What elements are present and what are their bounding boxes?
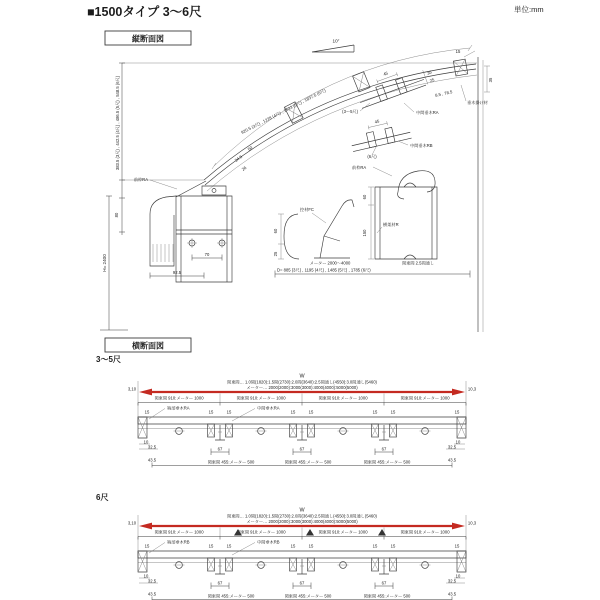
arc-length-dim: 920.5 (3尺) , 1228 (4尺) , 1533 (5尺) , 1837.5 (6尺) (240, 87, 327, 135)
cap-bolt (212, 189, 216, 193)
gutter-hatch (153, 244, 173, 262)
leader-line (232, 543, 255, 556)
front-frame-label: 前枠RA (133, 177, 148, 182)
leader-line (404, 103, 414, 112)
cross-section-6 (128, 508, 477, 600)
beam-profile (375, 183, 437, 259)
dim-25: 25 (428, 77, 436, 84)
section-label: 縦断面図 (132, 34, 164, 44)
rafter-detail-a (353, 56, 436, 108)
wall-slope-tick (464, 51, 475, 57)
kanto-through-dim: 関東間 2.5間通し (401, 260, 435, 266)
cross-section-3-5 (128, 374, 477, 468)
stay-label: 控材FC (300, 207, 314, 212)
rafter-b-note: (6尺) (367, 154, 377, 159)
leader-line (232, 409, 255, 422)
dim-26: 26 (240, 165, 248, 172)
beam-label: 横架材R (383, 222, 399, 227)
slope-symbol (312, 45, 354, 52)
dim-60: 60 (273, 228, 278, 234)
end-rafter-label: 端部垂木RA (167, 405, 190, 411)
variant-size-label: 6尺 (96, 493, 109, 502)
meter-range-dim: メーター 2000〜4000 (309, 260, 351, 266)
hanger-marker (378, 529, 386, 536)
profile-dim-lines (278, 214, 284, 259)
height-dim: H= 2400 (102, 254, 107, 272)
front-frame-label: 前枠RA (352, 165, 367, 170)
mid-rafter-label: 中間垂木RB (257, 539, 280, 545)
rafter-detail-b (347, 112, 411, 151)
unit-label: 単位:mm (514, 5, 544, 14)
bottom-profiles (273, 183, 470, 278)
leader-line (398, 141, 408, 145)
beam-dim-lines (368, 187, 374, 259)
variant-size-label: 3〜5尺 (96, 355, 121, 364)
bolt-crosshairs (187, 238, 227, 248)
mid-rafter-label: 中間垂木RA (257, 405, 280, 411)
rise-dim: 383.5 (3尺) , 442.5 (4尺) , 486.5 (5尺) , 548.5 (6尺) (115, 75, 120, 171)
dim-35: 35 (488, 77, 493, 83)
dim-70: 70 (204, 252, 210, 257)
wall-slope-dim: 15 (455, 49, 461, 54)
leader-line (150, 180, 177, 189)
dim-25: 25 (273, 251, 278, 257)
leader-line (149, 543, 165, 554)
dim-80: 80 (114, 212, 119, 218)
front-frame-profile (398, 171, 436, 199)
leader-line (149, 409, 165, 420)
page-title: ■1500タイプ 3〜6尺 (87, 5, 202, 19)
dim-92-5: 92.5 (172, 270, 182, 275)
rafter-a-note: (3〜5尺) (342, 109, 358, 114)
post-assembly (134, 176, 232, 282)
dim-34-5: 34.5 (233, 153, 244, 163)
dim-45: 45 (382, 70, 389, 77)
dim-50: 50 (246, 145, 254, 152)
wall-bracket (453, 59, 467, 76)
dim-35: 35 (426, 69, 433, 76)
post-cap (202, 186, 226, 195)
slope-dim: 10° (332, 38, 340, 44)
mid-rafter-b-label: 中間垂木RB (410, 143, 433, 148)
cross-sections (96, 338, 477, 600)
wall-offset-dims: 8.5 , 78.5 (434, 89, 453, 98)
detail-rails (352, 132, 412, 151)
detail-rafters (366, 127, 395, 147)
dim-60: 60 (362, 194, 367, 200)
mid-rafter-a-label: 中間垂木RA (416, 110, 439, 115)
leader-line (373, 167, 392, 176)
leader-line (461, 85, 466, 101)
dim-45: 45 (374, 118, 380, 125)
leader-line (360, 103, 370, 111)
wall-side-details (435, 66, 493, 106)
hanger-marker (306, 529, 314, 536)
leader-line (312, 213, 326, 223)
vertical-section (100, 31, 493, 332)
detail-rails (360, 79, 426, 108)
leader-line (377, 227, 382, 233)
stay-profile (314, 200, 354, 258)
gutter-profile (284, 214, 299, 259)
post-body (176, 181, 232, 282)
gutter-body (150, 196, 176, 266)
hanger-label: 垂木掛け材 (467, 100, 488, 105)
depth-dim: D= 885 (3尺) , 1195 (4尺) , 1485 (5尺) , 1785 (6尺) (277, 267, 371, 273)
dim-150: 150 (362, 229, 367, 237)
section-label: 横断面図 (132, 341, 164, 351)
end-rafter-label: 端部垂木RB (167, 539, 190, 545)
